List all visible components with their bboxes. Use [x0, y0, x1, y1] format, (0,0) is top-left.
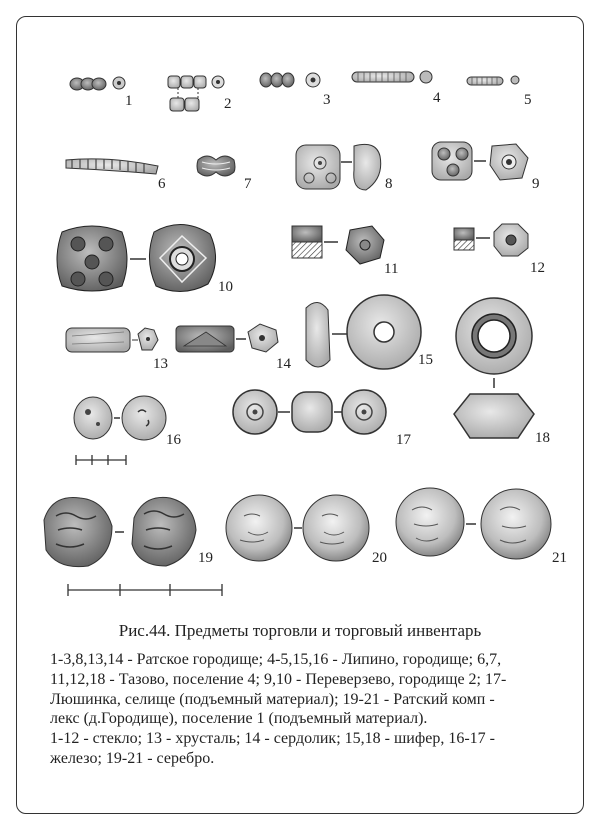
figure-number: 8 [385, 176, 393, 192]
bead-9 [432, 142, 528, 180]
bead-15 [306, 295, 421, 369]
figure-number: 1 [125, 93, 133, 109]
bead-11 [292, 226, 384, 264]
legend-line: лекс (д.Городище), поселение 1 (подъемный материал). [50, 710, 428, 728]
bead-6 [66, 159, 158, 174]
bead-1 [70, 77, 125, 90]
coin-19 [44, 497, 222, 596]
figure-number: 6 [158, 176, 166, 192]
bead-17 [233, 390, 386, 434]
figure-number: 5 [524, 92, 532, 108]
bead-8 [296, 144, 381, 190]
bead-7 [197, 156, 235, 176]
bead-14 [176, 324, 278, 352]
bead-16 [74, 396, 166, 465]
figure-number: 10 [218, 279, 233, 295]
figure-number: 14 [276, 356, 291, 372]
figure-number: 15 [418, 352, 433, 368]
legend-line: 11,12,18 - Тазово, поселение 4; 9,10 - Переверзево, городище 2; 17- [50, 670, 507, 688]
figure-number: 11 [384, 261, 399, 277]
figure-number: 20 [372, 550, 387, 566]
figure-number: 21 [552, 550, 567, 566]
figure-legend [50, 650, 550, 769]
figure-number: 17 [396, 432, 411, 448]
figure-number: 2 [224, 96, 232, 112]
figure-number: 4 [433, 90, 441, 106]
figure-number: 13 [153, 356, 168, 372]
figure-number: 12 [530, 260, 545, 276]
figure-number: 19 [198, 550, 213, 566]
figure-number: 9 [532, 176, 540, 192]
bead-10 [57, 224, 216, 291]
figure-number: 16 [166, 432, 181, 448]
bead-18 [454, 298, 534, 438]
bead-12 [454, 224, 528, 256]
figure-number: 7 [244, 176, 252, 192]
bead-13 [66, 328, 158, 352]
bead-5 [467, 76, 519, 85]
figure-caption: Рис.44. Предметы торговли и торговый инвентарь [118, 621, 482, 640]
figure-number: 18 [535, 430, 550, 446]
coin-21 [396, 488, 551, 559]
figure-number: 3 [323, 92, 331, 108]
bead-4 [352, 71, 432, 83]
legend-line: железо; 19-21 - серебро. [50, 749, 215, 767]
bead-3 [260, 73, 320, 87]
legend-line: Люшинка, селище (подъемный материал); 19-21 - Ратский комп - [50, 690, 495, 708]
legend-line: 1-3,8,13,14 - Ратское городище; 4-5,15,16 - Липино, городище; 6,7, [50, 651, 502, 668]
bead-2 [168, 76, 224, 111]
coin-20 [226, 495, 369, 561]
legend-line: 1-12 - стекло; 13 - хрусталь; 14 - сердолик; 15,18 - шифер, 16-17 - [50, 730, 495, 748]
